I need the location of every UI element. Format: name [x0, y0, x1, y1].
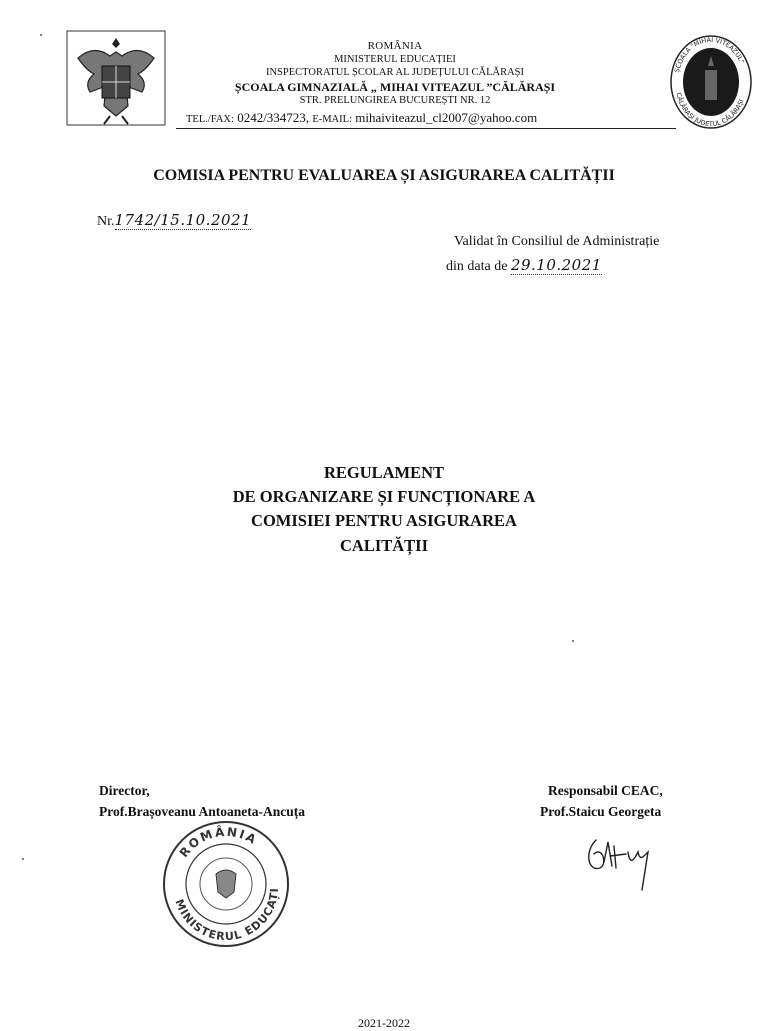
validation-handwritten-date: 29.10.2021 [510, 256, 602, 274]
scan-speck [22, 858, 24, 860]
director-name: Prof.Brașoveanu Antoaneta-Ancuța [99, 804, 306, 819]
header-ministry: MINISTERUL EDUCAȚIEI [334, 54, 456, 65]
registration-prefix: Nr. [97, 214, 115, 229]
validation-date-prefix: din data de [446, 259, 508, 274]
validation-line-2 [446, 256, 602, 275]
ceac-name: Prof.Staicu Georgeta [540, 804, 662, 819]
official-stamp-icon [160, 818, 292, 950]
tel-label: TEL./FAX: [186, 114, 234, 125]
coat-of-arms-icon [66, 30, 166, 126]
school-seal-icon [668, 30, 754, 130]
footer-school-year: 2021-2022 [358, 1016, 410, 1030]
header-school-name: ȘCOALA GIMNAZIALĂ „ MIHAI VITEAZUL ”CĂLĂRAȘI [234, 80, 556, 94]
scan-speck [572, 640, 574, 642]
school-seal-top-text: ȘCOALA "MIHAI VITEAZUL" [672, 35, 746, 74]
scan-speck [40, 34, 42, 36]
email-label: E-MAIL: [312, 114, 352, 125]
header-rule [176, 128, 676, 129]
registration-handwritten: 1742/15.10.2021 [114, 211, 252, 229]
registration-number [97, 211, 251, 230]
stamp-top-text: ROMÂNIA [176, 824, 260, 860]
header-address: STR. PRELUNGIREA BUCUREȘTI NR. 12 [299, 95, 491, 106]
director-role: Director, [99, 783, 150, 798]
handwritten-signature-icon [582, 832, 654, 894]
email-value: mihaiviteazul_cl2007@yahoo.com [355, 110, 538, 125]
validation-line-1: Validat în Consiliul de Administrație [454, 234, 660, 249]
stamp-bottom-text: MINISTERUL EDUCAȚI [172, 887, 282, 944]
header-inspectorate: INSPECTORATUL ȘCOLAR AL JUDEȚULUI CĂLĂRAȘI [265, 67, 525, 78]
document-title-line-1: REGULAMENT [323, 463, 445, 482]
header-contact [186, 110, 537, 126]
svg-text:ROMÂNIA [177, 824, 260, 860]
ceac-role: Responsabil CEAC, [548, 783, 663, 798]
school-seal-bottom-text: CĂLĂRAȘI JUDEȚUL CĂLĂRAȘI [674, 91, 746, 129]
commission-title: COMISIA PENTRU EVALUAREA ȘI ASIGURAREA CALITĂȚII [153, 167, 615, 184]
tel-value: 0242/334723, [237, 110, 310, 125]
document-title-line-3: COMISIEI PENTRU ASIGURAREA [251, 511, 517, 530]
header-country: ROMÂNIA [367, 40, 423, 52]
document-title-line-4: CALITĂȚII [339, 536, 429, 555]
document-title-line-2: DE ORGANIZARE ȘI FUNCȚIONARE A [232, 487, 536, 506]
